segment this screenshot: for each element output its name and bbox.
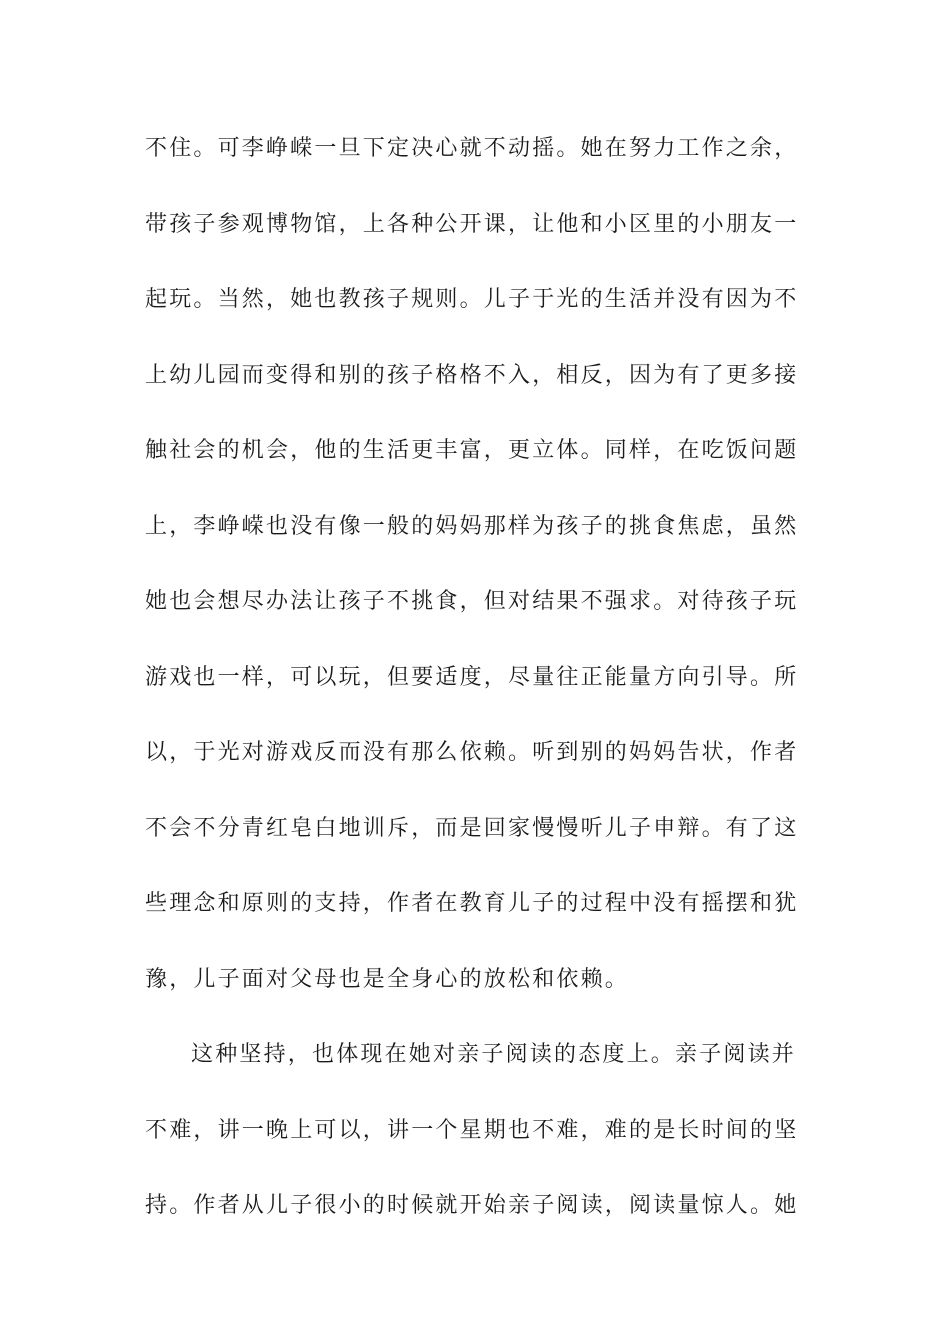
text-line: 不难，讲一晚上可以，讲一个星期也不难，难的是长时间的坚	[145, 1117, 799, 1143]
text-line: 不住。可李峥嵘一旦下定决心就不动摇。她在努力工作之余，	[145, 136, 799, 161]
text-line: 不会不分青红皂白地训斥，而是回家慢慢听儿子申辩。有了这	[145, 815, 799, 841]
text-line: 些理念和原则的支持，作者在教育儿子的过程中没有摇摆和犹	[145, 891, 799, 916]
text-line: 起玩。当然，她也教孩子规则。儿子于光的生活并没有因为不	[145, 287, 799, 312]
text-line: 触社会的机会，他的生活更丰富，更立体。同样，在吃饭问题	[145, 438, 799, 463]
text-line: 带孩子参观博物馆，上各种公开课，让他和小区里的小朋友一	[145, 211, 799, 237]
text-line: 以，于光对游戏反而没有那么依赖。听到别的妈妈告状，作者	[145, 740, 799, 765]
text-line: 持。作者从儿子很小的时候就开始亲子阅读，阅读量惊人。她	[145, 1193, 799, 1218]
text-line: 她也会想尽办法让孩子不挑食，但对结果不强求。对待孩子玩	[145, 589, 799, 614]
text-line: 游戏也一样，可以玩，但要适度，尽量往正能量方向引导。所	[145, 664, 799, 690]
text-line: 上，李峥嵘也没有像一般的妈妈那样为孩子的挑食焦虑，虽然	[145, 513, 799, 539]
paragraph-first-line: 这种坚持，也体现在她对亲子阅读的态度上。亲子阅读并	[191, 1042, 797, 1067]
text-line: 上幼儿园而变得和别的孩子格格不入，相反，因为有了更多接	[145, 362, 799, 388]
text-line: 豫，儿子面对父母也是全身心的放松和依赖。	[145, 966, 630, 992]
body-text	[145, 129, 805, 1262]
